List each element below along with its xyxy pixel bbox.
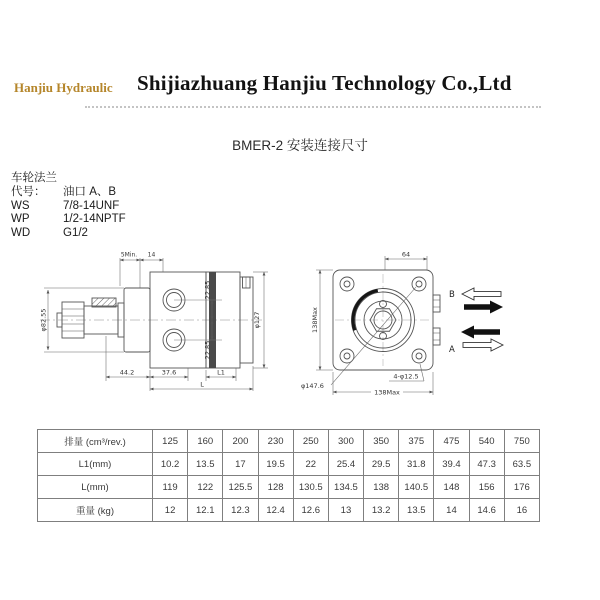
table-cell: 39.4 <box>434 453 469 476</box>
dim-label: 22.85 <box>203 340 212 360</box>
spec-value: 7/8-14UNF <box>63 199 120 212</box>
table-cell: 12.1 <box>188 499 223 522</box>
spec-code: WP <box>11 213 30 226</box>
dim-label: 4-φ12.5 <box>393 372 419 381</box>
table-cell: 14 <box>434 499 469 522</box>
table-cell: 475 <box>434 430 469 453</box>
table-cell: 540 <box>469 430 504 453</box>
table-cell: 13.5 <box>399 499 434 522</box>
table-cell: 47.3 <box>469 453 504 476</box>
row-label: L1(mm) <box>38 453 153 476</box>
dim-label: 44.2 <box>119 368 135 377</box>
table-cell: 12.6 <box>293 499 328 522</box>
row-label: L(mm) <box>38 476 153 499</box>
dim-label: 22.85 <box>203 280 212 300</box>
table-cell: 16 <box>504 499 539 522</box>
spec-code: 代号： <box>11 185 46 198</box>
table-cell: 125 <box>153 430 188 453</box>
table-cell: 375 <box>399 430 434 453</box>
table-cell: 156 <box>469 476 504 499</box>
dim-label: φ82.55 <box>39 308 48 332</box>
side-view-drawing <box>40 272 262 368</box>
table-cell: 300 <box>328 430 363 453</box>
dim-label: 37.6 <box>161 368 177 377</box>
table-cell: 12.4 <box>258 499 293 522</box>
spec-value: G1/2 <box>63 227 88 240</box>
table-cell: 138 <box>364 476 399 499</box>
table-cell: 122 <box>188 476 223 499</box>
table-cell: 25.4 <box>328 453 363 476</box>
spec-value: 1/2-14NPTF <box>63 213 126 226</box>
port-a-label: A <box>449 345 455 355</box>
table-cell: 31.8 <box>399 453 434 476</box>
front-view-drawing <box>333 270 440 370</box>
table-row <box>38 476 540 499</box>
brand-logo: Hanjiu Hydraulic <box>14 80 113 95</box>
row-label: 重量 (kg) <box>38 499 153 522</box>
page-title: Shijiazhuang Hanjiu Technology Co.,Ltd <box>137 71 512 95</box>
dim-label: 64 <box>401 250 411 259</box>
flow-arrows <box>449 288 503 355</box>
dim-label: φ147.6 <box>301 382 324 390</box>
table-cell: 63.5 <box>504 453 539 476</box>
port-b-label: B <box>449 290 455 300</box>
table-cell: 17 <box>223 453 258 476</box>
port-a-out-arrow-icon <box>463 339 503 351</box>
spec-title: 车轮法兰 <box>11 172 57 184</box>
table-cell: 125.5 <box>223 476 258 499</box>
dim-label: 138Max <box>374 388 400 397</box>
port-b-out-arrow-icon <box>462 288 501 300</box>
table-cell: 250 <box>293 430 328 453</box>
flow-in-arrow-icon <box>461 326 500 339</box>
dimension-table <box>37 429 540 522</box>
table-cell: 14.6 <box>469 499 504 522</box>
table-cell: 750 <box>504 430 539 453</box>
table-cell: 10.2 <box>153 453 188 476</box>
table-cell: 176 <box>504 476 539 499</box>
table-cell: 350 <box>364 430 399 453</box>
table-cell: 13.5 <box>188 453 223 476</box>
dim-label: L1 <box>217 368 225 377</box>
table-cell: 200 <box>223 430 258 453</box>
spec-code: WD <box>11 227 31 240</box>
table-cell: 22 <box>293 453 328 476</box>
spec-code: WS <box>11 199 30 212</box>
dimension-table-body <box>38 430 540 522</box>
document-subtitle: BMER-2 安装连接尺寸 <box>232 138 368 153</box>
table-row <box>38 430 540 453</box>
table-cell: 160 <box>188 430 223 453</box>
dim-label: 138Max <box>311 307 319 333</box>
table-cell: 13.2 <box>364 499 399 522</box>
table-cell: 119 <box>153 476 188 499</box>
dim-label: L <box>200 380 204 389</box>
dim-label: 5Min. <box>120 251 138 259</box>
table-cell: 29.5 <box>364 453 399 476</box>
spec-value: 油口 A、B <box>63 185 117 198</box>
table-cell: 13 <box>328 499 363 522</box>
table-cell: 12.3 <box>223 499 258 522</box>
dim-label: φ127 <box>253 311 261 329</box>
table-cell: 230 <box>258 430 293 453</box>
table-cell: 140.5 <box>399 476 434 499</box>
table-cell: 134.5 <box>328 476 363 499</box>
side-view-dimensions <box>44 258 268 391</box>
table-row <box>38 453 540 476</box>
table-row <box>38 499 540 522</box>
table-cell: 128 <box>258 476 293 499</box>
table-cell: 12 <box>153 499 188 522</box>
flow-in-arrow-icon <box>464 301 503 314</box>
table-cell: 148 <box>434 476 469 499</box>
row-label: 排量 (cm³/rev.) <box>38 430 153 453</box>
dim-label: 14 <box>147 251 156 259</box>
table-cell: 130.5 <box>293 476 328 499</box>
table-cell: 19.5 <box>258 453 293 476</box>
